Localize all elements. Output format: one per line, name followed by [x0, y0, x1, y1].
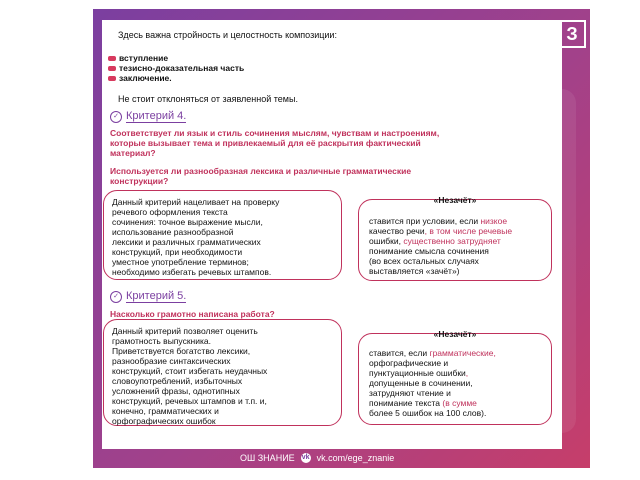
- highlight-text: существенно затрудняет: [403, 236, 501, 246]
- criterion-4-heading: ✓ Критерий 4.: [110, 110, 186, 123]
- criterion-5-question: Насколько грамотно написана работа?: [110, 309, 275, 319]
- fail-line: допущенные в сочинении,: [369, 378, 473, 388]
- criterion-5-heading: ✓ Критерий 5.: [110, 290, 186, 303]
- intro-text: Здесь важна стройность и целостность композиции:: [118, 30, 337, 40]
- fail-header: «Незачёт»: [433, 329, 477, 339]
- check-circle-icon: ✓: [110, 111, 122, 123]
- footer-link[interactable]: vk.com/ege_znanie: [316, 453, 395, 463]
- list-item: тезисно-доказательная часть: [108, 63, 244, 73]
- highlight-text: (в сумме: [440, 398, 477, 408]
- criterion-5-fail-box: [358, 329, 552, 425]
- criterion-4-description: Данный критерий нацеливает на проверку речевого оформления текста сочинения: точное выражение мысли, использование разнообразной лексики и различных грамматических конструкций, при необходимости уместное употребление терминов; необходимо избегать речевых штампов.: [112, 197, 280, 277]
- notice-text: Не стоит отклоняться от заявленной темы.: [118, 94, 298, 104]
- fail-line: пунктуационные ошибки,: [369, 368, 469, 378]
- highlight-text: низкое: [480, 216, 508, 226]
- fail-line: понимание текста (в сумме: [369, 398, 477, 408]
- fail-line: понимание смысла сочинения: [369, 246, 489, 256]
- fail-line: ставится при условии, если низкое: [369, 216, 508, 226]
- criterion-4-question-2: Используется ли разнообразная лексика и различные грамматические конструкции?: [110, 166, 412, 186]
- bullet-icon: [108, 76, 116, 81]
- check-circle-icon: ✓: [110, 291, 122, 303]
- footer-brand: ОШ ЗНАНИЕ: [240, 453, 295, 463]
- footer: [240, 453, 394, 463]
- criterion-5-description: Данный критерий позволяет оценить грамотность выпускника. Приветствуется богатство лексики, разнообразие синтаксических конструкций, стоит избегать неудачных словоупотреблений, избыточных усложнений фразы, однотипных конструкций, речевых штампов и т.п. и, конечно, грамматических и орфографических ошибок: [112, 326, 268, 426]
- fail-line: ошибки, существенно затрудняет: [369, 236, 501, 246]
- fail-line: качество речи, в том числе речевые: [369, 226, 513, 236]
- vk-icon: vk: [301, 454, 310, 461]
- criterion-5-description-box: [103, 319, 342, 426]
- fail-line: ставится, если грамматические,: [369, 348, 496, 358]
- highlight-text: ,: [465, 368, 469, 378]
- fail-line: орфографические и: [369, 358, 449, 368]
- highlight-text: , в том числе речевые: [424, 226, 513, 236]
- fail-line: (во всех остальных случаях: [369, 256, 479, 266]
- criterion-4-fail-box: [358, 195, 552, 281]
- fail-line: выставляется «зачёт»): [369, 266, 460, 276]
- brand-logo: З: [558, 20, 586, 48]
- fail-line: затрудняют чтение и: [369, 388, 451, 398]
- composition-list: [108, 53, 244, 83]
- bullet-icon: [108, 66, 116, 71]
- fail-header: «Незачёт»: [433, 195, 477, 205]
- fail-line: более 5 ошибок на 100 слов).: [369, 408, 487, 418]
- bullet-icon: [108, 56, 116, 61]
- highlight-text: грамматические,: [429, 348, 496, 358]
- list-item: вступление: [108, 53, 244, 63]
- list-item: заключение.: [108, 73, 244, 83]
- criterion-4-question-1: Соответствует ли язык и стиль сочинения мыслям, чувствам и настроениям, которые вызывает тема и привлекаемый для её раскрытия фактический материал?: [110, 128, 440, 158]
- criterion-4-description-box: [103, 190, 342, 280]
